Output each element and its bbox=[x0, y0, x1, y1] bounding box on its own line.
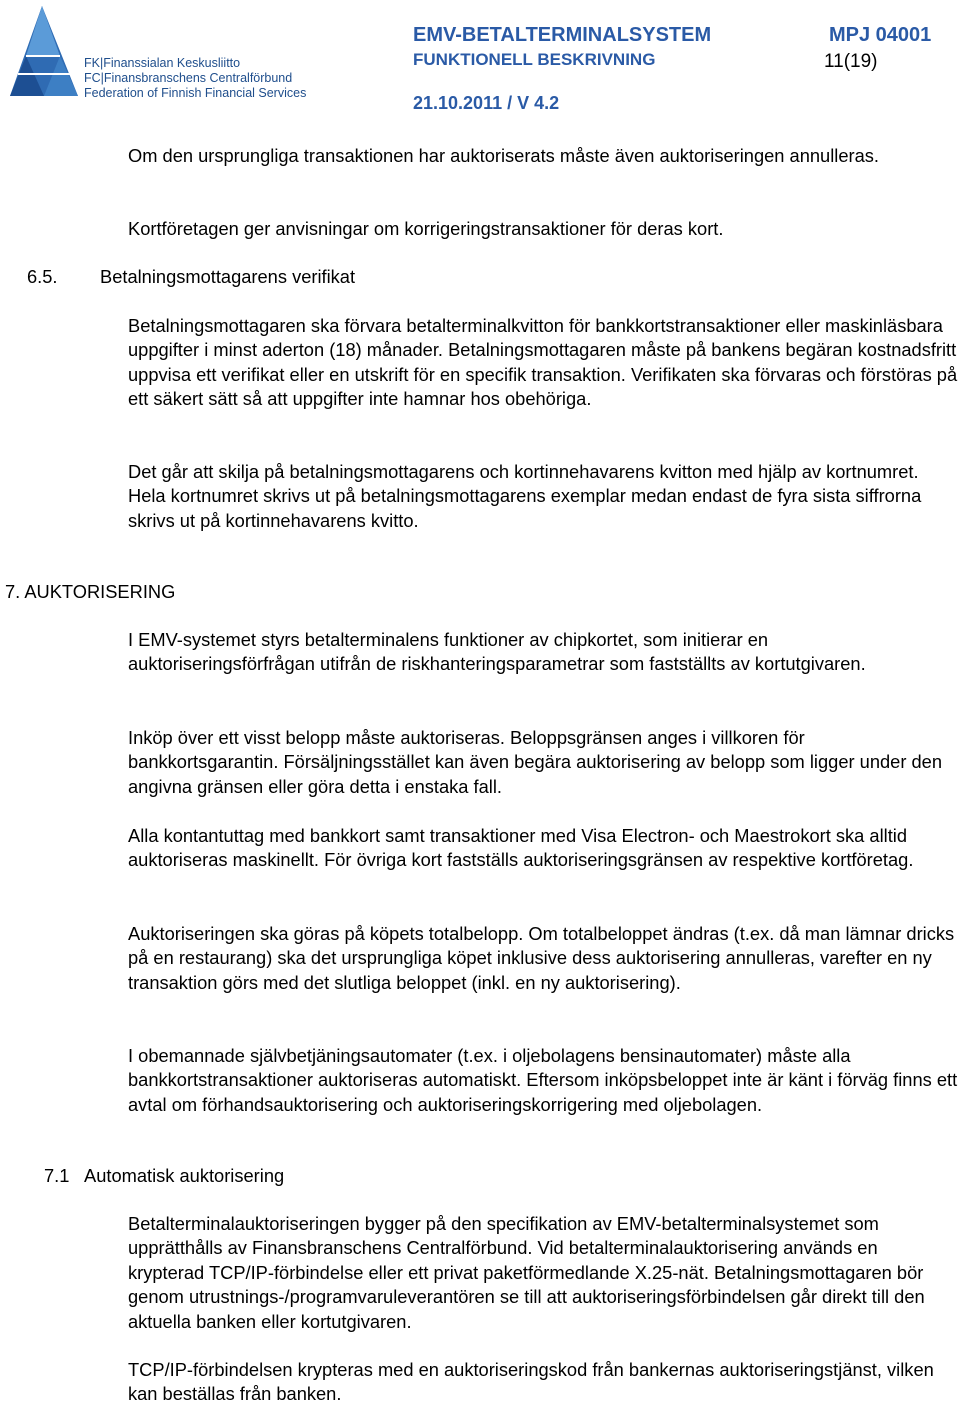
fk-logo bbox=[4, 4, 324, 100]
header-doc-number: MPJ 04001 bbox=[829, 24, 932, 46]
fk-logo-mark-icon bbox=[4, 4, 84, 100]
section-7-1-number: 7.1 bbox=[44, 1165, 70, 1186]
paragraph-tcpip-kryptering: TCP/IP-förbindelsen krypteras med en auktoriseringskod från bankernas auktoriseringstjänst, vilken kan beställas från banken. bbox=[128, 1359, 934, 1405]
paragraph-korrigering: Kortföretagen ger anvisningar om korrigeringstransaktioner för deras kort. bbox=[128, 218, 724, 239]
header-date-version: 21.10.2011 / V 4.2 bbox=[413, 93, 560, 113]
paragraph-sjalvbetjaningsautomater: I obemannade självbetjäningsautomater (t.ex. i oljebolagens bensinautomater) måste alla bankkortstransaktioner auktoriseras automatiskt. Eftersom inköpsbeloppet inte är känt i förväg finns ett avtal om förhandsauktorisering och auktoriseringskorrigering med oljebolagen. bbox=[128, 1045, 958, 1115]
paragraph-kvitton-kortnummer: Det går att skilja på betalningsmottagarens och kortinnehavarens kvitton med hjälp av kortnumret. Hela kortnumret skrivs ut på betalningsmottagarens exemplar medan endast de fyra sista siffrorna skrivs ut på kortinnehavarens kvitto. bbox=[128, 461, 922, 531]
header-title: EMV-BETALTERMINALSYSTEM bbox=[413, 24, 712, 46]
section-7-title: 7. AUKTORISERING bbox=[5, 581, 176, 602]
section-6-5-number: 6.5. bbox=[27, 266, 58, 287]
section-7-1-title: Automatisk auktorisering bbox=[84, 1165, 285, 1186]
paragraph-betalterminalauktorisering: Betalterminalauktoriseringen bygger på den specifikation av EMV-betalterminalsystemet som upprätthålls av Finansbranschens Centralförbund. Vid betalterminalauktorisering används en krypterad TCP/IP-förbindelse eller ett privat paketförmedlande X.25-nät. Betalningsmottagaren bör genom utrustnings-/programvaruleverantören se till att auktoriseringsförbindelsen går direkt till den aktuella banken eller kortutgivaren. bbox=[128, 1213, 925, 1332]
paragraph-totalbelopp: Auktoriseringen ska göras på köpets totalbelopp. Om totalbeloppet ändras (t.ex. då man lämnar dricks på en restaurang) ska det ursprungliga köpet inklusive dess auktorisering annulleras, varefter en ny transaktion görs med det slutliga beloppet (inkl. en ny auktorisering). bbox=[128, 923, 955, 993]
logo-line-fc: FC|Finansbranschens Centralförbund bbox=[84, 71, 293, 85]
paragraph-kontantuttag: Alla kontantuttag med bankkort samt transaktioner med Visa Electron- och Maestrokort ska alltid auktoriseras maskinellt. För övriga kort fastställs auktoriseringsgränsen av respektive kortföretag. bbox=[128, 825, 914, 871]
section-6-5-title: Betalningsmottagarens verifikat bbox=[100, 266, 356, 287]
header-page-number: 11(19) bbox=[824, 51, 878, 72]
paragraph-annullering: Om den ursprungliga transaktionen har auktoriserats måste även auktoriseringen annulleras. bbox=[128, 145, 879, 166]
logo-line-federation: Federation of Finnish Financial Services bbox=[84, 86, 307, 100]
header-subtitle: FUNKTIONELL BESKRIVNING bbox=[413, 50, 656, 69]
logo-line-fk: FK|Finanssialan Keskusliitto bbox=[84, 56, 241, 70]
paragraph-beloppsgrans: Inköp över ett visst belopp måste auktoriseras. Beloppsgränsen anges i villkoren för bankkortsgarantin. Försäljningsstället kan även begära auktorisering av belopp som ligger under den angivna gränsen eller göra detta i enstaka fall. bbox=[128, 727, 942, 797]
paragraph-emv-chipkort: I EMV-systemet styrs betalterminalens funktioner av chipkortet, som initierar en auktoriseringsförfrågan utifrån de riskhanteringsparametrar som fastställts av kortutgivaren. bbox=[128, 629, 866, 675]
paragraph-verifikat-forvaring: Betalningsmottagaren ska förvara betalterminalkvitton för bankkortstransaktioner eller maskinläsbara uppgifter i minst aderton (18) månader. Betalningsmottagaren måste på bankens begäran kostnadsfritt uppvisa ett verifikat eller en utskrift för en specifik transaktion. Verifikaten ska förvaras och förstöras på ett säkert sätt så att uppgifter inte hamnar hos obehöriga. bbox=[128, 315, 958, 410]
